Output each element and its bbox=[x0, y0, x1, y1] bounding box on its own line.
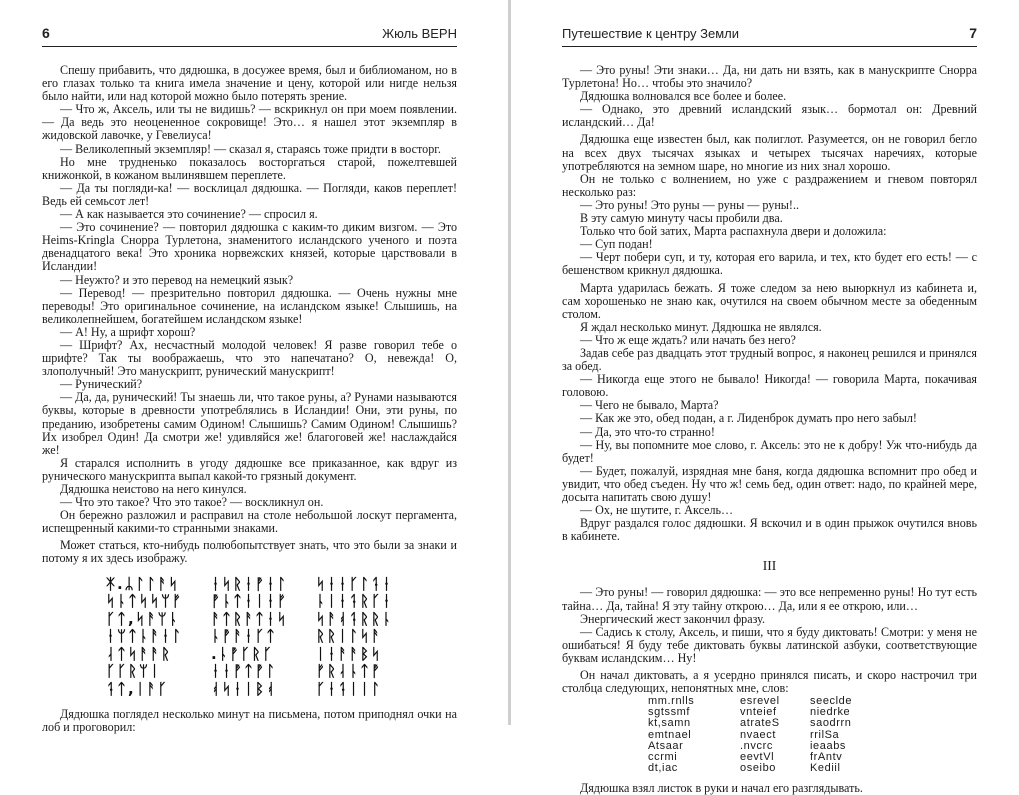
left-page-body bbox=[42, 64, 457, 734]
rune-column bbox=[316, 576, 393, 699]
paragraph: — Это сочинение? — повторил дядюшка с каким-то диким визгом. — Это Heims-Kringla Снорра Турлетона, знаменитого исландского ученого и поэта двенадцатого века! Это хроника норвежских князей, которые царствовали в Исландии! bbox=[42, 220, 457, 274]
paragraphs-after-runes bbox=[42, 708, 457, 734]
paragraph: Дядюшка поглядел несколько минут на письмена, потом приподнял очки на лоб и проговорил: bbox=[42, 707, 457, 735]
paragraph: — Будет, пожалуй, изрядная мне баня, когда дядюшка вспомнит про обед и увидит, что обед съеден. Ну что ж! семь бед, один ответ: надо, по крайней мере, досыта напитать свою душу! bbox=[562, 463, 977, 504]
cipher-word: seeclde bbox=[810, 695, 853, 708]
cipher-word: dt,iac bbox=[648, 761, 678, 774]
rune-line: ᛂᛋᚱᛂᚡᛂᛚ bbox=[210, 574, 288, 593]
paragraph: — Что это такое? Что это такое? — воскликнул он. bbox=[60, 495, 324, 510]
running-head: Путешествие к центру Земли bbox=[562, 25, 740, 41]
paragraph: Спешу прибавить, что дядюшка, в досужее время, был и библиоманом, но в его глазах только та книга имела значение и цену, которой или нигде нельзя было найти, или над которой можно было потерять зрение. bbox=[42, 63, 457, 104]
paragraph: — Перевод! — презрительно повторил дядюшка. — Очень нужны мне переводы! Это оригинальное сочинение, на исландском языке! Слышишь, на великолепнейшем, богатейшем исландском языке! bbox=[42, 285, 457, 326]
page-number: 6 bbox=[42, 25, 50, 41]
paragraph: Вдруг раздался голос дядюшки. Я вскочил и в один прыжок очутился вновь в кабинете. bbox=[562, 516, 977, 544]
paragraph: Дядюшка неистово на него кинулся. bbox=[60, 482, 247, 496]
paragraph: — Садись к столу, Аксель, и пиши, что я буду диктовать! Смотри: у меня не ошибаться! Я буду тебе диктовать буквы латинской азбуки, соответствующие буквам исландским… Ну! bbox=[562, 624, 977, 665]
paragraph: Дядюшка взял листок в руки и начал его разглядывать. bbox=[580, 780, 863, 795]
paragraph: — Суп подан! bbox=[580, 237, 653, 252]
paragraph: — Как же это, обед подан, а г. Лиденброк думать про него забыл! bbox=[580, 411, 917, 426]
rune-line: ᚴᛂᛑᛁᛁᛚ bbox=[316, 679, 383, 698]
cipher-word: mm.rnlls bbox=[648, 695, 695, 708]
left-page-header bbox=[42, 22, 457, 44]
cipher-table bbox=[648, 696, 977, 774]
rune-line: ᚿᛁᛂᛑᚱᚴᛂ bbox=[316, 592, 394, 611]
paragraph: Но мне трудненько показалось восторгаться старой, пожелтевшей книжонкой, в кожаном вылинявшем переплете. bbox=[42, 154, 457, 182]
paragraph: Дядюшка еще известен был, как полиглот. Разумеется, он не говорил бегло на всех двух тысячах языках и четырех тысячах наречиях, которые употребляются на земном шаре, но многие из них знал хорошо. bbox=[562, 132, 977, 173]
cipher-word: nvaect bbox=[740, 728, 777, 741]
paragraph: Задав себе раз двадцать этот трудный вопрос, я наконец решился и принялся за обед. bbox=[562, 345, 977, 374]
rune-line: ᚡᚿᛏᛂᛁᛂᚠ bbox=[210, 592, 288, 611]
page-gutter-divider bbox=[508, 0, 511, 725]
rune-line: ᚨᛏᚱᚨᛏᛂᛋ bbox=[210, 609, 288, 628]
paragraphs-after-cipher bbox=[562, 782, 977, 795]
rune-line: ᛋᚿᛏᛋᛋᛘᚠ bbox=[105, 592, 183, 611]
paragraph: Энергический жест закончил фразу. bbox=[580, 611, 765, 626]
cipher-word: esrevel bbox=[740, 695, 780, 708]
paragraph: Может статься, кто-нибудь полюбопытствует знать, что это были за знаки и потому я их здесь изображу. bbox=[42, 538, 457, 566]
paragraph: — А как называется это сочинение? — спросил я. bbox=[60, 207, 318, 222]
rune-line: ᛋᚨᚮᛑᚱᚱᚿ bbox=[316, 609, 394, 628]
rune-line: ᚴᛏ,ᛋᚨᛘᚿ bbox=[105, 609, 180, 628]
rune-line: .ᚿᚡᚴᚱᚴ bbox=[210, 644, 274, 663]
paragraph: — Это руны! Это руны — руны — руны!.. bbox=[580, 197, 800, 212]
chapter-heading: III bbox=[762, 558, 777, 574]
cipher-column bbox=[648, 696, 740, 774]
cipher-word: rrilSa bbox=[810, 728, 840, 741]
paragraph: Я старался исполнить в угоду дядюшке все приказанное, как вдруг из рунического манускрипта выпал какой-то грязный документ. bbox=[42, 455, 457, 483]
paragraph: Он не только с волнением, но уже с раздражением и гневом повторял несколько раз: bbox=[562, 171, 977, 199]
rune-line: ᚿᚡᚨᛂᚴᛏ bbox=[210, 627, 277, 646]
paragraph: Только что бой затих, Марта распахнула двери и доложила: bbox=[580, 224, 887, 239]
rune-line: ᛂᛘᛏᚿᚨᛂᛚ bbox=[105, 627, 183, 646]
cipher-word: atrateS bbox=[740, 717, 780, 730]
cipher-word: ieaabs bbox=[810, 739, 847, 752]
cipher-word: oseibo bbox=[740, 761, 777, 774]
paragraph: — Ох, не шутите, г. Аксель… bbox=[580, 503, 734, 518]
cipher-word: Atsaar bbox=[648, 739, 684, 752]
cipher-word: frAntv bbox=[810, 750, 843, 763]
paragraphs-before-chapter bbox=[562, 64, 977, 543]
cipher-word: ccrmi bbox=[648, 750, 678, 763]
paragraph: — Да ты погляди-ка! — восклицал дядюшка. — Погляди, каков переплет! Ведь ей семьсот лет! bbox=[42, 180, 457, 208]
paragraph: — Однако, это древний исландский язык… бормотал он: Древний исландский… Да! bbox=[562, 102, 977, 130]
paragraph: — Рунический? bbox=[60, 377, 143, 392]
paragraph: — Великолепный экземпляр! — сказал я, стараясь тоже придти в восторг. bbox=[60, 141, 441, 156]
rune-line: ᚮᛋᛂᛁᛒᚮ bbox=[210, 679, 277, 698]
paragraph: Дядюшка волновался все более и более. bbox=[580, 89, 787, 104]
cipher-word: kt,samn bbox=[648, 717, 691, 730]
cipher-column bbox=[810, 696, 890, 774]
running-head: Жюль ВЕРН bbox=[382, 25, 457, 41]
paragraph: Марта ударилась бежать. Я тоже следом за нею выюркнул из кабинета и, сам хорошенько не знаю как, очутился на своем обычном месте за обеденным столом. bbox=[562, 280, 977, 321]
header-rule bbox=[562, 46, 977, 47]
right-page bbox=[562, 0, 977, 795]
rune-column bbox=[106, 576, 183, 699]
paragraph: — Что ж еще ждать? или начать без него? bbox=[580, 332, 796, 347]
cipher-word: eevtVl bbox=[740, 750, 775, 763]
paragraph: — Да, да, рунический! Ты знаешь ли, что такое руны, а? Рунами называются буквы, которые в древности употреблялись в Исландии! Они, эти руны, по преданию, изобретены самим Одином! Слышишь? Самим Одином! Слышишь? Их изобрел Один! Да смотри же! удивляйся же! благоговей же! наслаждайся же! bbox=[42, 390, 457, 457]
paragraph: — Черт побери суп, и ту, которая его варила, и тех, кто будет его есть! — с бешенством крикнул дядюшка. bbox=[562, 250, 977, 278]
paragraph: — Что ж, Аксель, или ты не видишь? — вскрикнул он при моем появлении. — Да ведь это неоцененное сокровище! Это… я нашел этот экземпляр в жидовской лавочке, у Гевелиуса! bbox=[42, 102, 457, 143]
rune-line: ᛋᛂᛂᚴᛚᛑᛂ bbox=[316, 574, 394, 593]
rune-inscription bbox=[42, 576, 457, 699]
rune-line: ᛑᛏ,ᛁᚨᚴ bbox=[105, 679, 169, 698]
rune-column bbox=[211, 576, 288, 699]
paragraph: — Это руны! — говорил дядюшка: — это все непременно руны! Но тут есть тайна… Да, тайна! Я эту тайну открою… Да, или я ее открою, или… bbox=[562, 585, 977, 613]
page-number: 7 bbox=[969, 25, 977, 41]
rune-line: ᛂᛂᚡᛏᚡᛚ bbox=[210, 662, 277, 681]
rune-line: ᛁᛂᚨᚨᛒᛋ bbox=[316, 644, 383, 663]
cipher-word: .nvcrc bbox=[740, 739, 773, 752]
paragraph: В эту самую минуту часы пробили два. bbox=[580, 211, 783, 226]
paragraph: — Шрифт? Ах, несчастный молодой человек! Я разве говорил тебе о шрифте? Так ты воображаешь, что это напечатано? О, невежда! О, злополучный! Это манускрипт, рунический манускрипт! bbox=[42, 337, 457, 379]
cipher-word: niedrke bbox=[810, 706, 851, 719]
paragraph: Он бережно разложил и расправил на столе небольшой лоскут пергамента, испещренный какими-то странными знаками. bbox=[42, 508, 457, 536]
paragraphs-before-runes bbox=[42, 64, 457, 566]
cipher-word: vnteief bbox=[740, 706, 777, 719]
rune-line: ᛆᛏᛋᚨᚨᚱ bbox=[105, 644, 172, 663]
right-page-header bbox=[562, 22, 977, 44]
paragraph: — Неужто? и это перевод на немецкий язык? bbox=[60, 272, 294, 287]
paragraph: — Ну, вы попомните мое слово, г. Аксель: это не к добру! Уж что-нибудь да будет! bbox=[562, 437, 977, 465]
paragraph: — Это руны! Эти знаки… Да, ни дать ни взять, как в манускрипте Снорра Турлетона! Но… чтобы это значило? bbox=[562, 63, 977, 91]
header-rule bbox=[42, 46, 457, 47]
cipher-word: emtnael bbox=[648, 728, 692, 741]
paragraph: — Да, это что-то странно! bbox=[580, 424, 715, 439]
paragraphs-after-chapter bbox=[562, 586, 977, 695]
rune-line: ᚱᚱᛁᛚᛋᚨ bbox=[316, 627, 383, 646]
paragraph: Я ждал несколько минут. Дядюшка не являлся. bbox=[580, 319, 822, 334]
paragraph: Он начал диктовать, а я усердно принялся писать, и скоро настрочил три столбца следующих, непонятных мне, слов: bbox=[562, 668, 977, 696]
rune-line: ᚴᚴᚱᛘᛁ bbox=[105, 662, 161, 681]
left-page bbox=[42, 0, 457, 735]
rune-line: ᚠᚱᛆᚿᛏᚡ bbox=[316, 662, 383, 681]
rune-line: ᛡ.ᛦᛚᛚᚨᛋ bbox=[105, 574, 180, 593]
right-page-body bbox=[562, 64, 977, 795]
paragraph: — А! Ну, а шрифт хорош? bbox=[60, 324, 196, 339]
cipher-word: sgtssmf bbox=[648, 706, 691, 719]
cipher-word: Kediil bbox=[810, 761, 841, 774]
paragraph: — Чего не бывало, Марта? bbox=[580, 398, 719, 413]
cipher-column bbox=[740, 696, 810, 774]
paragraph: — Никогда еще этого не бывало! Никогда! — говорила Марта, покачивая головою. bbox=[562, 372, 977, 400]
cipher-word: saodrrn bbox=[810, 717, 852, 730]
